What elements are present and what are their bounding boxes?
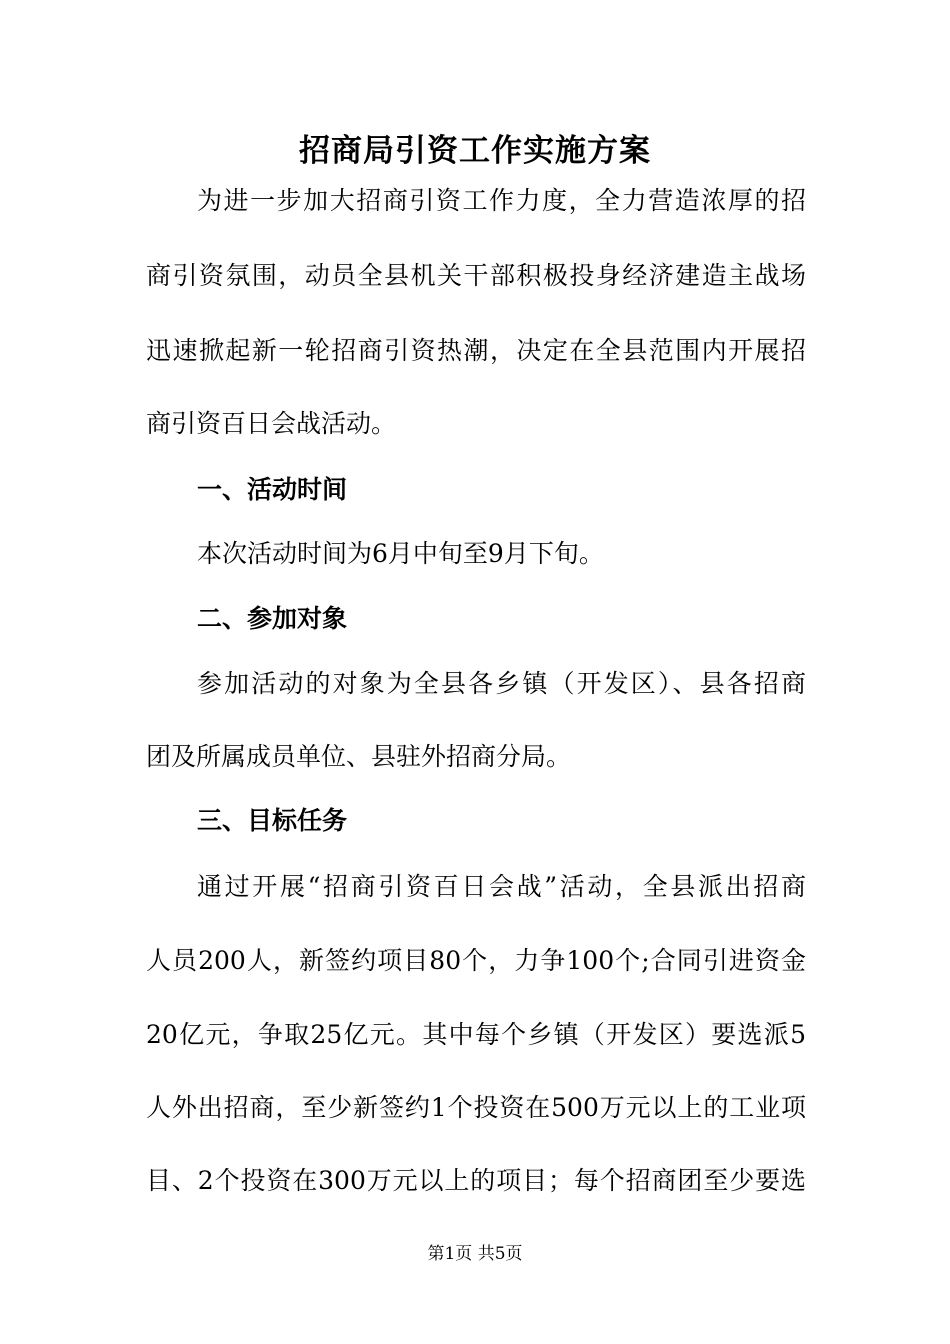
section-3-line-3: 20亿元，争取25亿元。其中每个乡镇（开发区）要选派5 xyxy=(146,1020,806,1049)
section-3-line-5: 目、2个投资在300万元以上的项目；每个招商团至少要选 xyxy=(146,1166,806,1195)
intro-line-3: 迅速掀起新一轮招商引资热潮，决定在全县范围内开展招 xyxy=(146,336,806,365)
intro-line-4: 商引资百日会战活动。 xyxy=(146,409,397,438)
section-heading-1: 一、活动时间 xyxy=(197,475,348,504)
section-3-line-1: 通过开展“招商引资百日会战”活动，全县派出招商 xyxy=(197,872,806,901)
section-3-line-2: 人员200人，新签约项目80个，力争100个;合同引进资金 xyxy=(146,946,806,975)
section-3-line-4: 人外出招商，至少新签约1个投资在500万元以上的工业项 xyxy=(146,1093,806,1122)
section-heading-3: 三、目标任务 xyxy=(197,806,348,835)
document-title: 招商局引资工作实施方案 xyxy=(299,133,651,169)
page-footer: 第1页 共5页 xyxy=(427,1244,523,1264)
section-2-line-2: 团及所属成员单位、县驻外招商分局。 xyxy=(146,742,572,771)
intro-line-1: 为进一步加大招商引资工作力度，全力营造浓厚的招 xyxy=(197,186,806,215)
section-heading-2: 二、参加对象 xyxy=(197,604,348,633)
section-2-line-1: 参加活动的对象为全县各乡镇（开发区）、县各招商 xyxy=(197,669,806,698)
intro-line-2: 商引资氛围，动员全县机关干部积极投身经济建造主战场 xyxy=(146,261,806,290)
section-1-line-1: 本次活动时间为6月中旬至9月下旬。 xyxy=(197,539,604,568)
